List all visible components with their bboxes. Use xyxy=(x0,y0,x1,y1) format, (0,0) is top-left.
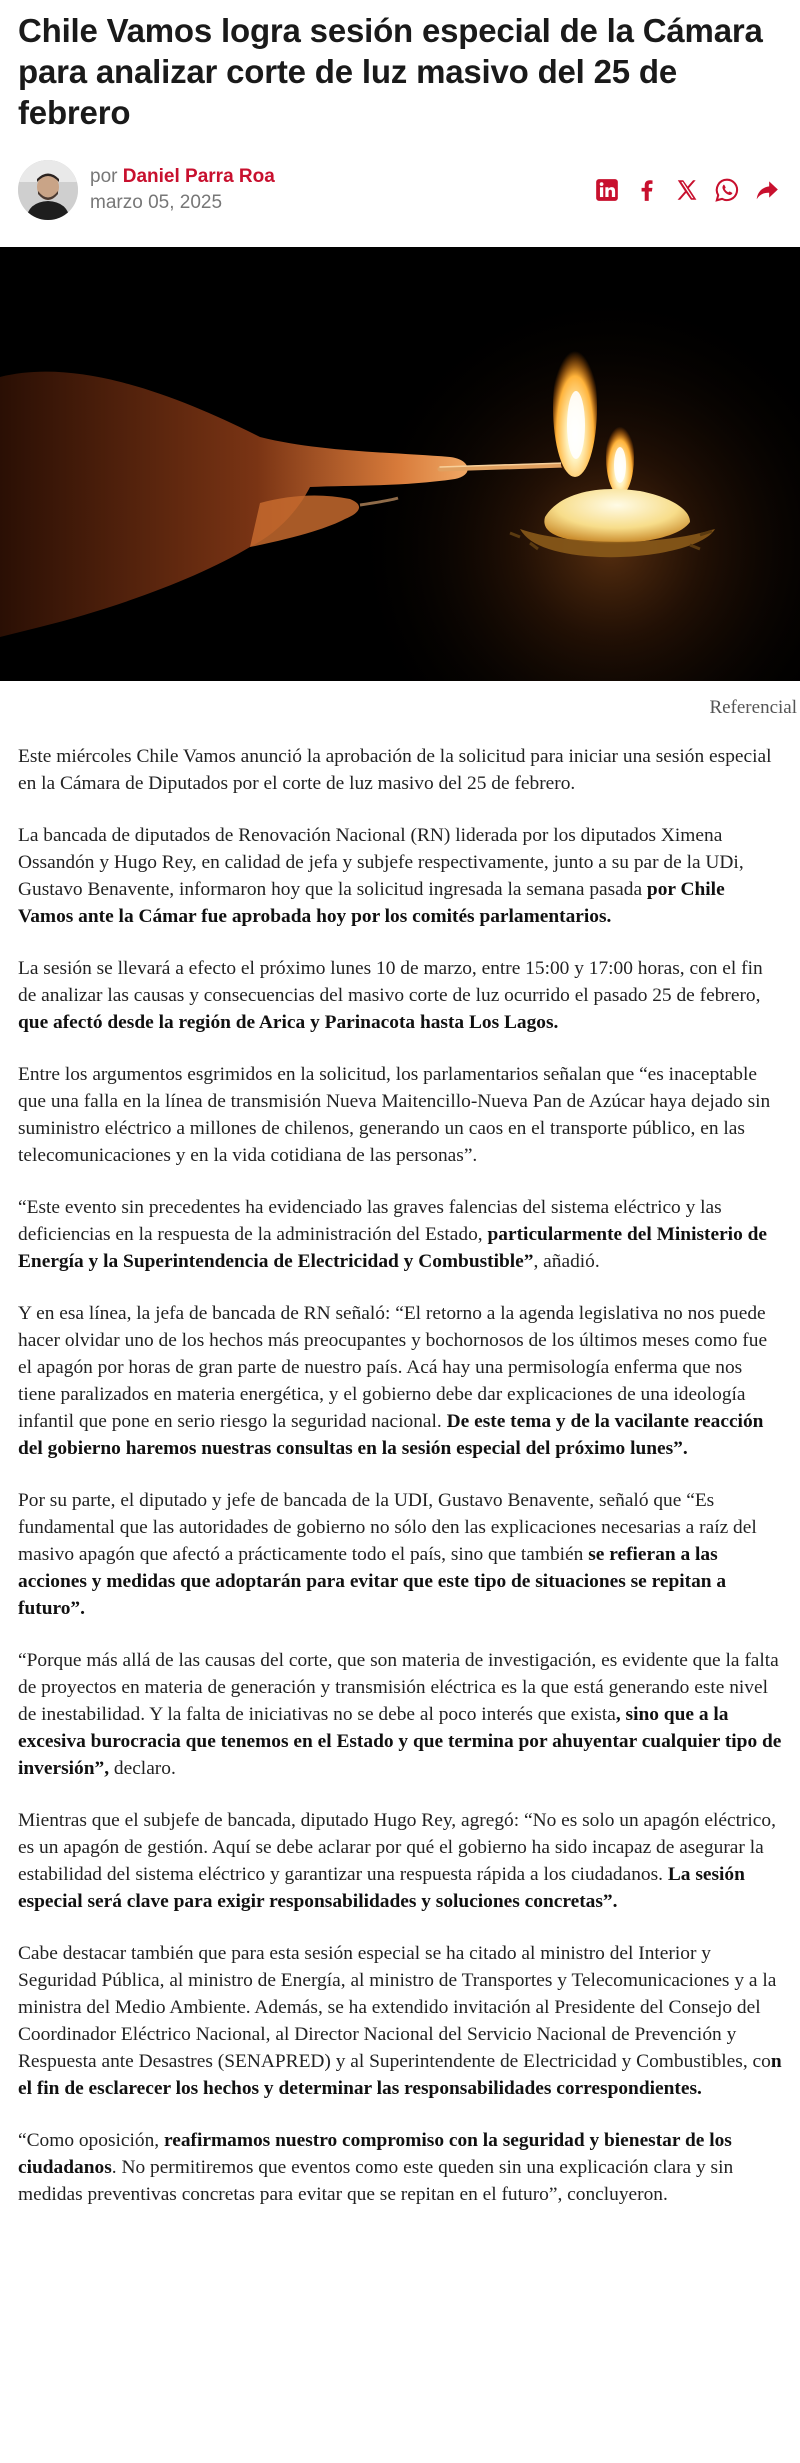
avatar-image xyxy=(18,160,78,220)
author-avatar[interactable] xyxy=(18,160,78,220)
byline-prefix: por xyxy=(90,166,123,187)
paragraph-bold-text: La sesión especial será clave para exigir responsabilidades y soluciones concretas”. xyxy=(18,1864,745,1912)
paragraph-text-after: . No permitiremos que eventos como este queden sin una explicación clara y sin medidas preventivas concretas para evitar que se repitan en el futuro”, concluyeron. xyxy=(18,2157,734,2205)
article-paragraph xyxy=(18,1940,782,2102)
article-paragraph xyxy=(18,1194,782,1275)
author-name[interactable]: Daniel Parra Roa xyxy=(122,166,275,187)
paragraph-text-after: , añadió. xyxy=(533,1251,600,1272)
article-paragraph xyxy=(18,2127,782,2208)
paragraph-text: Entre los argumentos esgrimidos en la solicitud, los parlamentarios señalan que “es inaceptable que una falla en la línea de transmisión Nueva Maitencillo-Nueva Pan de Azúcar haya dejado sin suministro eléctrico a millones de chilenos, generando un caos en el transporte público, en las telecomunicaciones y en la vida cotidiana de las personas”. xyxy=(18,1064,771,1166)
paragraph-text: “Este evento sin precedentes ha evidenciado las graves falencias del sistema eléctrico y las deficiencias en la respuesta de la administración del Estado, xyxy=(18,1197,722,1245)
paragraph-text: Mientras que el subjefe de bancada, diputado Hugo Rey, agregó: “No es solo un apagón eléctrico, es un apagón de gestión. Aquí se debe aclarar por qué el gobierno ha sido incapaz de asegurar la estabilidad del sistema eléctrico y garantizar una respuesta rápida a los ciudadanos. xyxy=(18,1810,776,1885)
byline xyxy=(0,159,800,221)
paragraph-bold-text: que afectó desde la región de Arica y Parinacota hasta Los Lagos. xyxy=(18,1012,559,1033)
paragraph-bold-text: n el fin de esclarecer los hechos y determinar las responsabilidades correspondientes. xyxy=(18,2051,782,2099)
paragraph-text: Y en esa línea, la jefa de bancada de RN señaló: “El retorno a la agenda legislativa no nos puede hacer olvidar uno de los hechos más preocupantes y bochornosos de los últimos meses como fue el apagón por horas de gran parte de nuestro país. Acá hay una permisología enferma que nos tiene paralizados en materia energética, y el gobierno debe dar explicaciones de una ideología infantil que pone en serio riesgo la seguridad nacional. xyxy=(18,1303,768,1432)
article-title: Chile Vamos logra sesión especial de la Cámara para analizar corte de luz masivo del 25 de febrero xyxy=(18,12,763,131)
share-icon[interactable] xyxy=(754,177,780,203)
paragraph-bold-text: reafirmamos nuestro compromiso con la seguridad y bienestar de los ciudadanos xyxy=(18,2130,732,2178)
paragraph-bold-text: De este tema y de la vacilante reacción del gobierno haremos nuestras consultas en la sesión especial del próximo lunes”. xyxy=(18,1411,764,1459)
x-icon[interactable] xyxy=(674,177,700,203)
paragraph-bold-text: , sino que a la excesiva burocracia que tenemos en el Estado y que termina por ahuyentar cualquier tipo de inversión”, xyxy=(18,1704,782,1779)
facebook-icon[interactable] xyxy=(634,177,660,203)
article-paragraph xyxy=(18,1300,782,1462)
article-paragraph xyxy=(18,743,782,797)
hero-image xyxy=(0,247,800,681)
paragraph-text-after: declaro. xyxy=(109,1758,176,1779)
article-paragraph xyxy=(18,822,782,930)
paragraph-text: La sesión se llevará a efecto el próximo lunes 10 de marzo, entre 15:00 y 17:00 horas, con el fin de analizar las causas y consecuencias del masivo corte de luz ocurrido el pasado 25 de febrero, xyxy=(18,958,763,1006)
article-body xyxy=(0,743,800,2208)
paragraph-text: Por su parte, el diputado y jefe de bancada de la UDI, Gustavo Benavente, señaló que “Es fundamental que las autoridades de gobierno no sólo den las explicaciones necesarias a raíz del masivo apagón que afectó a prácticamente todo el país, sino que también xyxy=(18,1490,757,1565)
article-paragraph xyxy=(18,1647,782,1782)
paragraph-bold-text: se refieran a las acciones y medidas que adoptarán para evitar que este tipo de situaciones se repitan a futuro”. xyxy=(18,1544,727,1619)
image-caption: Referencial xyxy=(709,697,797,718)
whatsapp-icon[interactable] xyxy=(714,177,740,203)
paragraph-text: La bancada de diputados de Renovación Nacional (RN) liderada por los diputados Ximena Ossandón y Hugo Rey, en calidad de jefa y subjefe respectivamente, junto a su par de la UDi, Gustavo Benavente, informaron hoy que la solicitud ingresada la semana pasada xyxy=(18,825,744,900)
match-lighting-candle-image xyxy=(0,247,800,681)
article-paragraph xyxy=(18,1487,782,1622)
article-paragraph xyxy=(18,955,782,1036)
article-paragraph xyxy=(18,1061,782,1169)
paragraph-text: Este miércoles Chile Vamos anunció la aprobación de la solicitud para iniciar una sesión especial en la Cámara de Diputados por el corte de luz masivo del 25 de febrero. xyxy=(18,746,772,794)
paragraph-text: “Porque más allá de las causas del corte, que son materia de investigación, es evidente que la falta de proyectos en materia de generación y transmisión eléctrica es la que está generando este nivel de inestabilidad. Y la falta de iniciativas no se debe al poco interés que exista xyxy=(18,1650,779,1725)
linkedin-icon[interactable] xyxy=(594,177,620,203)
paragraph-text: Cabe destacar también que para esta sesión especial se ha citado al ministro del Interior y Seguridad Pública, al ministro de Energía, al ministro de Transportes y Telecomunicaciones y a la ministra del Medio Ambiente. Además, se ha extendido invitación al Presidente del Consejo del Coordinador Eléctrico Nacional, al Director Nacional del Servicio Nacional de Prevención y Respuesta ante Desastres (SENAPRED) y al Superintendente de Electricidad y Combustibles, co xyxy=(18,1943,777,2072)
share-bar xyxy=(594,177,782,203)
article-paragraph xyxy=(18,1807,782,1915)
paragraph-bold-text: por Chile Vamos ante la Cámar fue aprobada hoy por los comités parlamentarios. xyxy=(18,879,725,927)
paragraph-text: “Como oposición, xyxy=(18,2130,164,2151)
paragraph-bold-text: particularmente del Ministerio de Energía y la Superintendencia de Electricidad y Combustible” xyxy=(18,1224,768,1272)
author-meta xyxy=(90,164,275,216)
publish-date: marzo 05, 2025 xyxy=(90,192,223,213)
